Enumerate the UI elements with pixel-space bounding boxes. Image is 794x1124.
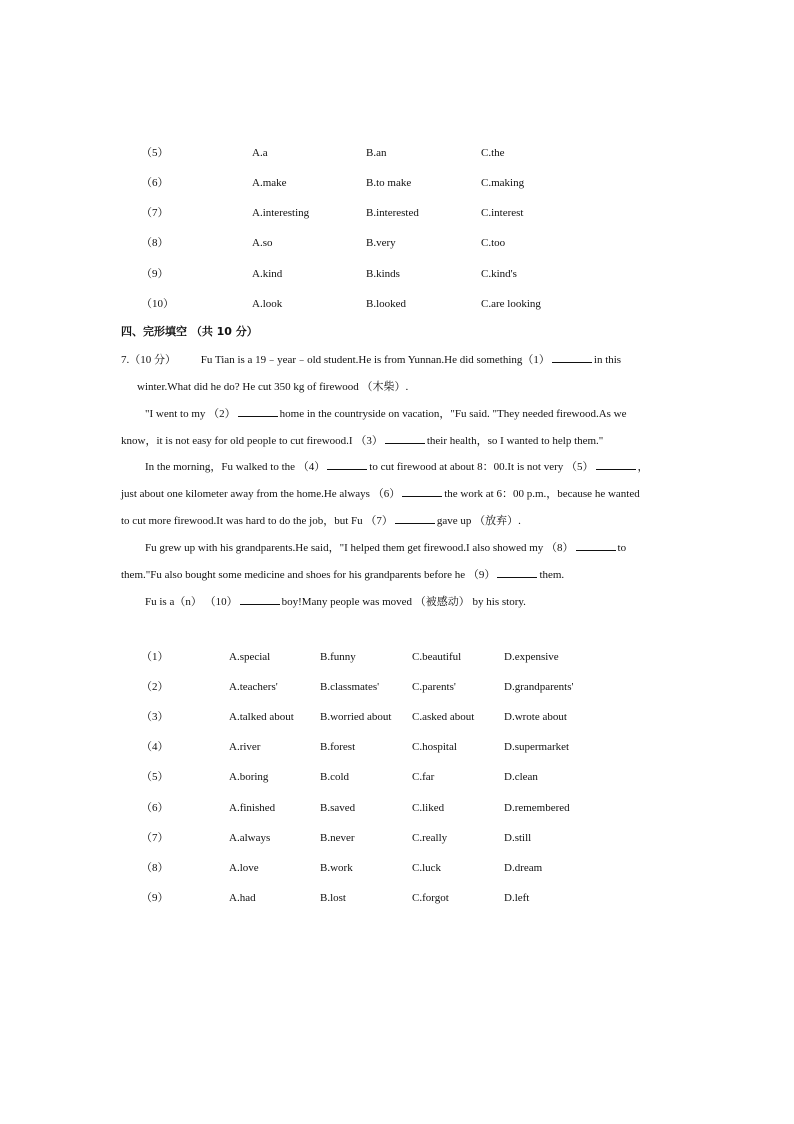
option-row-8 xyxy=(0,235,794,251)
answer-blank-8[interactable] xyxy=(576,540,616,551)
option-row-8b xyxy=(0,860,794,876)
answer-blank-4[interactable] xyxy=(327,459,367,470)
option-row-6 xyxy=(0,175,794,191)
question-number: （10） xyxy=(141,298,174,310)
option-row-5 xyxy=(0,145,794,161)
option-a: A.finished xyxy=(229,802,276,814)
option-b: B.work xyxy=(320,862,353,874)
passage-line-10: Fu is a（n） （10） boy!Many people was moved （被感动） by his story. xyxy=(145,596,526,608)
question-head: 7.（10 分） xyxy=(121,354,176,366)
option-row-3 xyxy=(0,709,794,725)
option-row-7b xyxy=(0,830,794,846)
option-b: B.saved xyxy=(320,802,356,814)
option-c: C.the xyxy=(481,147,505,159)
option-c: C.making xyxy=(481,177,525,189)
question-number: （1） xyxy=(141,651,169,663)
option-a: A.always xyxy=(229,832,271,844)
option-b: B.worried about xyxy=(320,711,392,723)
option-b: B.an xyxy=(366,147,387,159)
passage-line-9: them."Fu also bought some medicine and shoes for his grandparents before he （9） them. xyxy=(121,569,565,581)
option-a: A.talked about xyxy=(229,711,294,723)
option-c: C.far xyxy=(412,771,435,783)
answer-blank-3[interactable] xyxy=(385,433,425,444)
answer-blank-6[interactable] xyxy=(402,486,442,497)
passage-line-2: winter.What did he do? He cut 350 kg of firewood （木柴）. xyxy=(137,381,409,393)
question-number: （5） xyxy=(141,147,169,159)
option-c: C.asked about xyxy=(412,711,475,723)
question-number: （2） xyxy=(141,681,169,693)
option-a: A.look xyxy=(252,298,283,310)
option-b: B.interested xyxy=(366,207,419,219)
question-number: （6） xyxy=(141,177,169,189)
option-a: A.had xyxy=(229,892,256,904)
option-a: A.teachers' xyxy=(229,681,278,693)
option-d: D.supermarket xyxy=(504,741,570,753)
answer-blank-10[interactable] xyxy=(240,594,280,605)
question-number: （7） xyxy=(141,207,169,219)
option-d: D.dream xyxy=(504,862,543,874)
passage-line-7: to cut more firewood.It was hard to do the job，but Fu （7） gave up （放弃）. xyxy=(121,515,521,527)
question-number: （8） xyxy=(141,862,169,874)
option-a: A.boring xyxy=(229,771,269,783)
option-b: B.looked xyxy=(366,298,407,310)
option-row-10 xyxy=(0,296,794,312)
option-a: A.make xyxy=(252,177,287,189)
option-c: C.hospital xyxy=(412,741,457,753)
answer-blank-5[interactable] xyxy=(596,459,636,470)
option-a: A.so xyxy=(252,237,273,249)
answer-blank-1[interactable] xyxy=(552,352,592,363)
passage-line-6: just about one kilometer away from the home.He always （6） the work at 6：00 p.m.，because he wanted xyxy=(121,488,640,500)
answer-blank-2[interactable] xyxy=(238,406,278,417)
option-row-2 xyxy=(0,679,794,695)
question-number: （3） xyxy=(141,711,169,723)
option-c: C.parents' xyxy=(412,681,456,693)
option-b: B.to make xyxy=(366,177,412,189)
option-row-4 xyxy=(0,739,794,755)
passage-line-1: 7.（10 分） Fu Tian is a 19﹣year﹣old student.He is from Yunnan.He did something（1） in this xyxy=(121,354,622,366)
option-c: C.forgot xyxy=(412,892,449,904)
option-row-9 xyxy=(0,266,794,282)
question-number: （8） xyxy=(141,237,169,249)
option-b: B.never xyxy=(320,832,355,844)
passage-line-3: "I went to my （2） home in the countryside on vacation，"Fu said. "They needed firewood.As we xyxy=(145,408,627,420)
option-c: C.kind's xyxy=(481,268,517,280)
option-d: D.remembered xyxy=(504,802,570,814)
question-number: （9） xyxy=(141,268,169,280)
option-c: C.are looking xyxy=(481,298,541,310)
option-b: B.kinds xyxy=(366,268,400,280)
option-d: D.wrote about xyxy=(504,711,567,723)
option-row-5b xyxy=(0,769,794,785)
passage-line-5: In the morning，Fu walked to the （4） to cut firewood at about 8：00.It is not very （5） ， xyxy=(145,461,649,473)
option-a: A.river xyxy=(229,741,261,753)
passage-line-8: Fu grew up with his grandparents.He said，"I helped them get firewood.I also showed my （8） to xyxy=(145,542,627,554)
option-a: A.love xyxy=(229,862,259,874)
option-row-7 xyxy=(0,205,794,221)
option-b: B.forest xyxy=(320,741,356,753)
option-b: B.lost xyxy=(320,892,346,904)
option-b: B.cold xyxy=(320,771,350,783)
option-c: C.interest xyxy=(481,207,524,219)
option-d: D.expensive xyxy=(504,651,559,663)
option-row-9b xyxy=(0,890,794,906)
question-number: （7） xyxy=(141,832,169,844)
option-a: A.a xyxy=(252,147,268,159)
answer-blank-9[interactable] xyxy=(497,567,537,578)
option-d: D.grandparents' xyxy=(504,681,574,693)
option-c: C.luck xyxy=(412,862,442,874)
option-b: B.funny xyxy=(320,651,356,663)
option-b: B.classmates' xyxy=(320,681,380,693)
question-number: （4） xyxy=(141,741,169,753)
option-c: C.too xyxy=(481,237,506,249)
question-number: （5） xyxy=(141,771,169,783)
option-d: D.left xyxy=(504,892,530,904)
section-title: 四、完形填空 （共 10 分） xyxy=(121,325,258,338)
passage-line-4: know，it is not easy for old people to cut firewood.I （3） their health，so I wanted to help them." xyxy=(121,435,604,447)
option-a: A.special xyxy=(229,651,271,663)
option-row-1 xyxy=(0,649,794,665)
option-d: D.clean xyxy=(504,771,538,783)
option-c: C.liked xyxy=(412,802,445,814)
option-a: A.kind xyxy=(252,268,283,280)
option-c: C.really xyxy=(412,832,448,844)
answer-blank-7[interactable] xyxy=(395,513,435,524)
question-number: （9） xyxy=(141,892,169,904)
option-row-6b xyxy=(0,800,794,816)
question-number: （6） xyxy=(141,802,169,814)
option-a: A.interesting xyxy=(252,207,310,219)
option-c: C.beautiful xyxy=(412,651,462,663)
option-d: D.still xyxy=(504,832,532,844)
option-b: B.very xyxy=(366,237,396,249)
